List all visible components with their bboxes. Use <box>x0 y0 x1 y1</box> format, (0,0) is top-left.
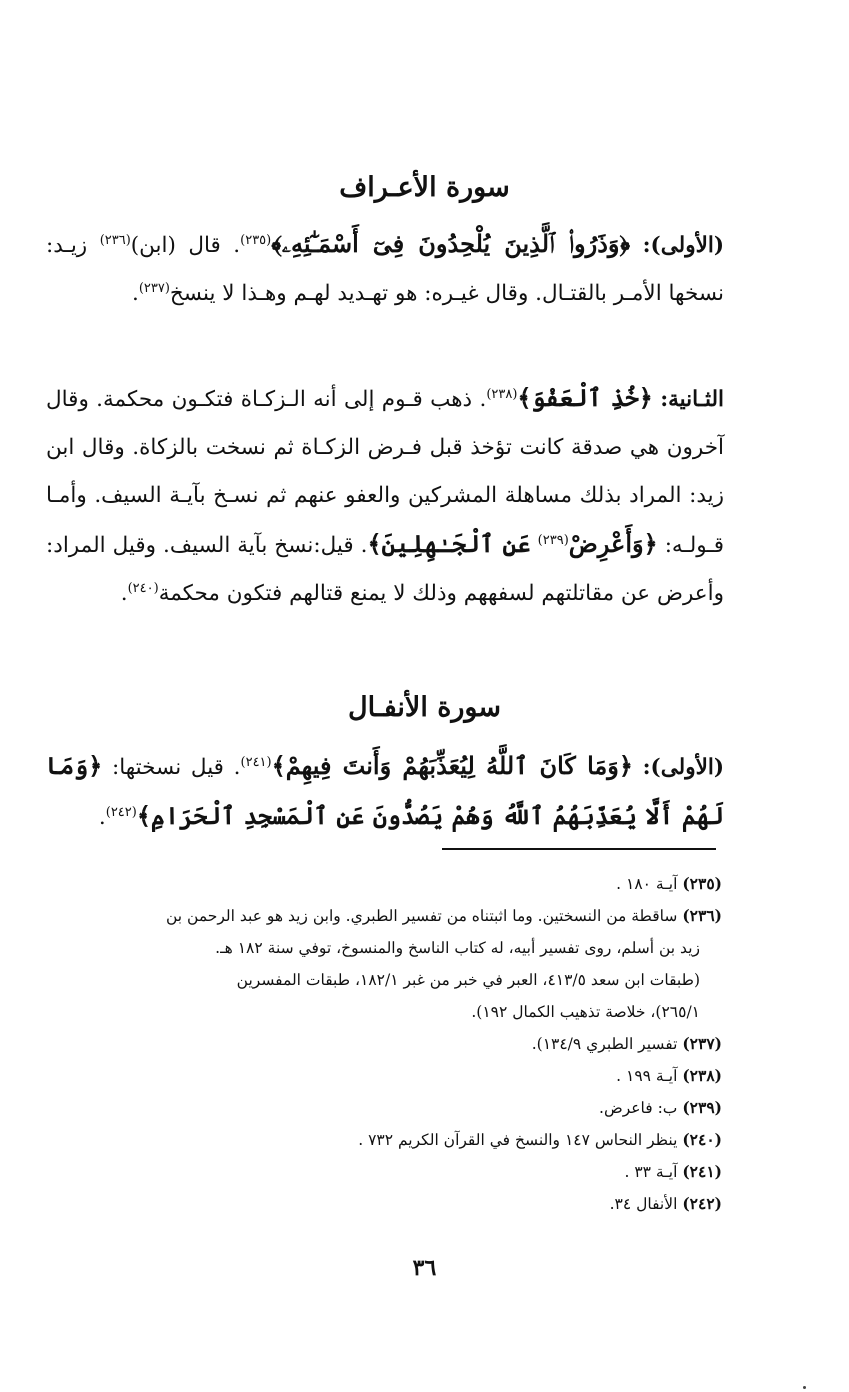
footnote-number: (٢٣٧) <box>682 1034 722 1053</box>
quran-verse: ﴿وَمَا كَانَ ٱللَّهُ لِيُعَذِّبَهُمْ وَأَنتَ فِيهِمْ﴾ <box>271 751 633 780</box>
second-label: الثـانية: <box>660 387 725 412</box>
footnote-text: ساقطة من النسختين. وما اثبتناه من تفسير الطبري. وابن زيد هو عبد الرحمن بن <box>166 907 678 925</box>
footnote-continuation: زيد بن أسلم، روى تفسير أبيه، له كتاب الناسخ والمنسوخ، توفي سنة ١٨٢ هـ. <box>215 939 700 957</box>
quran-verse: ﴿خُذِ ٱلْعَفْوَ﴾ <box>517 383 653 412</box>
footnote-continuation: ٢٦٥/١)، خلاصة تذهيب الكمال ١٩٢). <box>471 1003 700 1021</box>
footnote-number: (٢٣٥) <box>682 874 722 893</box>
first-label: (الأولى): <box>642 755 724 780</box>
footnote <box>46 1188 722 1220</box>
footnote-text: الأنفال ٣٤. <box>609 1195 678 1213</box>
footnote-ref: (٢٣٨) <box>486 386 518 402</box>
first-label: (الأولى): <box>642 233 724 258</box>
footnote-text: ينظر النحاس ١٤٧ والنسخ في القرآن الكريم ٧٣٢ . <box>358 1131 678 1149</box>
scan-speck <box>803 1386 806 1389</box>
page-number: ٣٦ <box>412 1255 437 1281</box>
footnote-text: تفسير الطبري ١٣٤/٩). <box>531 1035 678 1053</box>
footnote <box>46 1092 722 1124</box>
footnote-number: (٢٣٨) <box>682 1066 722 1085</box>
footnote-divider <box>442 848 716 850</box>
footnote-text: ب: فاعرض. <box>599 1099 678 1117</box>
footnote-ref: (٢٤٠) <box>127 580 159 596</box>
quran-verse: عَنِ ٱلْجَـٰهِلِينَ﴾ <box>367 529 531 558</box>
quran-verse: ﴿وَذَرُوا۟ ٱلَّذِينَ يُلْحِدُونَ فِىٓ أَسْمَـٰٓئِهِۦ﴾ <box>271 229 631 258</box>
footnote <box>46 900 722 932</box>
footnote-ref: (٢٣٧) <box>138 280 170 296</box>
paragraph-text: . <box>98 805 106 830</box>
footnote <box>46 868 722 900</box>
paragraph-text: . قيل:نسخ بآية السيف. وقيل المراد: وأعرض عن مقاتلتهم لسفههم وذلك لا يمنع قتالهم فتكون محكمة <box>46 533 724 606</box>
footnote-text: آيـة ١٨٠ . <box>616 875 678 893</box>
paragraph-text: زيـد: نسخها الأمـر بالقتـال. وقال غيـره: هو تهـديد لهـم وهـذا لا ينسخ <box>46 233 724 306</box>
footnote <box>46 1156 722 1188</box>
paragraph-text: . <box>120 581 128 606</box>
footnote-number: (٢٤٠) <box>682 1130 722 1149</box>
footnote-ref: (٢٣٦) <box>99 232 131 248</box>
a-raf-paragraph-1 <box>46 220 724 318</box>
footnote-ref: (٢٣٩) <box>537 532 569 548</box>
surah-anfal-heading: سورة الأنفـال <box>348 692 501 723</box>
anfal-paragraph-1 <box>46 742 724 842</box>
quran-verse: ﴿وَأَعْرِضْ <box>568 529 658 558</box>
footnote <box>46 1060 722 1092</box>
footnotes-section <box>46 868 722 1220</box>
surah-a-raf-heading: سورة الأعـراف <box>339 172 510 203</box>
footnote-ref: (٢٤١) <box>240 754 272 770</box>
footnote-continuation: (طبقات ابن سعد ٤١٣/٥، العبر في خبر من غبر ١٨٢/١، طبقات المفسرين <box>236 971 700 989</box>
footnote-text: آيـة ١٩٩ . <box>616 1067 678 1085</box>
footnote-number: (٢٣٩) <box>682 1098 722 1117</box>
footnote-number: (٢٤٢) <box>682 1194 722 1213</box>
footnote-text: آيـة ٣٣ . <box>624 1163 678 1181</box>
footnote-ref: (٢٤٢) <box>105 804 137 820</box>
paragraph-text: . قال (ابن) <box>130 233 241 258</box>
footnote-ref: (٢٣٥) <box>240 232 272 248</box>
footnote <box>46 1124 722 1156</box>
quran-verse: ﴿وَمَا لَهُمْ أَلَّا يُعَذِّبَهُمُ ٱللَّهُ وَهُمْ يَصُدُّونَ عَنِ ٱلْمَسْجِدِ ٱلْحَرَامِ﴾ <box>46 751 724 830</box>
footnote-number: (٢٤١) <box>682 1162 722 1181</box>
paragraph-text: . قيل نسختها: <box>111 755 241 780</box>
a-raf-paragraph-2 <box>46 374 724 618</box>
paragraph-text: . <box>131 281 139 306</box>
paragraph-text: . ذهب قـوم إلى أنه الـزكـاة فتكـون محكمة. وقال آخرون هي صدقة كانت تؤخذ قبل فـرض الزكـاة ثم نسخت بالزكاة. وقال ابن زيد: المراد بذلك مساهلة المشركين والعفو عنهم ثم نسـخ بآيـة السيف. وأمـا قـولـه: <box>46 387 724 558</box>
footnote-number: (٢٣٦) <box>682 906 722 925</box>
footnote <box>46 1028 722 1060</box>
